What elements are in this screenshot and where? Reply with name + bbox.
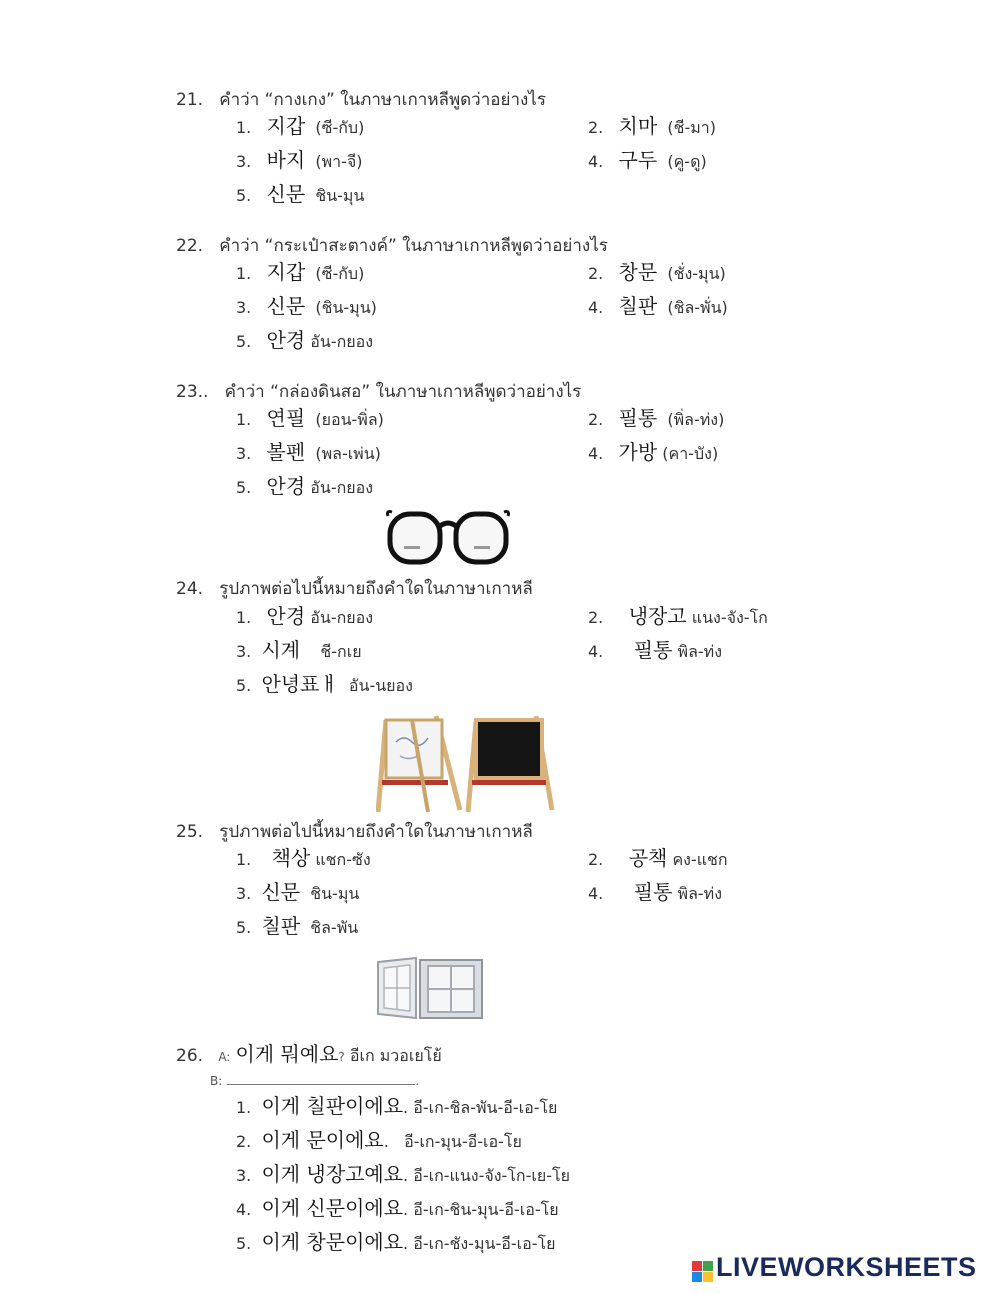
option-korean: 이게 냉장고예요 (261, 1162, 404, 1186)
option-korean: 필통 (633, 880, 673, 904)
option-number: 5. (236, 676, 252, 695)
option-thai: พิล-ท่ง (677, 884, 722, 903)
question-22-prompt (176, 232, 608, 259)
option-korean: 창문 (618, 260, 658, 284)
logo-blocks-icon (692, 1261, 713, 1282)
q22-option-1[interactable] (236, 260, 364, 286)
option-korean: 칠판 (261, 914, 301, 938)
option-number: 3. (236, 152, 252, 171)
question-25-prompt (176, 818, 533, 845)
option-number: 4. (588, 884, 604, 903)
option-thai: (ชี-มา) (667, 118, 716, 137)
option-korean: 냉장고 (628, 604, 687, 628)
q26-option-5[interactable] (236, 1230, 555, 1256)
answer-blank[interactable] (227, 1074, 415, 1085)
option-korean: 안경 (266, 474, 306, 498)
option-thai: (พล-เพ่น) (315, 444, 381, 463)
option-thai: พิล-ท่ง (677, 642, 722, 661)
question-23-prompt (176, 378, 581, 405)
option-korean: 이게 문이에요 (261, 1128, 384, 1152)
option-thai: (ยอน-พิ่ล) (315, 410, 384, 429)
option-number: 4. (588, 444, 604, 463)
question-text: คำว่า “กระเป๋าสะตางค์” ในภาษาเกาหลีพูดว่าอย่างไร (219, 236, 608, 256)
q24-option-5[interactable] (236, 672, 413, 698)
option-korean: 필통 (633, 638, 673, 662)
q26-option-1[interactable] (236, 1094, 557, 1120)
q23-option-3[interactable] (236, 440, 381, 466)
q21-option-3[interactable] (236, 148, 363, 174)
q25-option-4[interactable] (588, 880, 722, 906)
speaker-a-korean: 이게 뭐예요 (235, 1042, 339, 1066)
option-number: 3. (236, 444, 252, 463)
speaker-b-label: B: (210, 1074, 223, 1088)
option-thai: (ชั่ง-มุน) (667, 264, 726, 283)
question-21-prompt (176, 86, 546, 113)
option-thai: อัน-นยอง (348, 676, 413, 695)
q21-option-4[interactable] (588, 148, 707, 174)
option-korean: 책상 (271, 846, 311, 870)
option-number: 1. (236, 264, 252, 283)
q21-option-1[interactable] (236, 114, 364, 140)
q22-option-5[interactable] (236, 328, 373, 354)
option-thai: (ชิล-พั่น) (667, 298, 728, 317)
option-thai: คง-แชก (672, 850, 728, 869)
option-thai: (ซี-กับ) (315, 118, 365, 137)
option-korean: 시계 (261, 638, 301, 662)
option-korean: 이게 창문이에요 (261, 1230, 404, 1254)
option-thai: แชก-ซัง (315, 850, 371, 869)
question-number: 25. (176, 822, 204, 842)
q23-option-2[interactable] (588, 406, 724, 432)
q23-option-1[interactable] (236, 406, 384, 432)
option-thai: ชิน-มุน (315, 186, 365, 205)
option-thai: อัน-กยอง (310, 332, 374, 351)
option-number: 5. (236, 1234, 252, 1253)
q22-option-3[interactable] (236, 294, 377, 320)
question-text: คำว่า “กางเกง” ในภาษาเกาหลีพูดว่าอย่างไร (219, 90, 546, 110)
q26-option-2[interactable] (236, 1128, 522, 1154)
option-number: 5. (236, 186, 252, 205)
option-korean: 볼펜 (266, 440, 306, 464)
option-thai: . อี-เก-ชิล-พัน-อี-เอ-โย (403, 1098, 558, 1117)
option-thai: (คา-บัง) (662, 444, 719, 463)
period: . (415, 1074, 420, 1088)
option-number: 3. (236, 298, 252, 317)
speaker-a-thai: อีเก มวอเยโย้ (349, 1046, 442, 1065)
option-thai: ชิน-มุน (310, 884, 360, 903)
speaker-b-answer-line[interactable] (210, 1070, 419, 1089)
option-korean: 지갑 (266, 260, 306, 284)
option-number: 5. (236, 478, 252, 497)
option-number: 1. (236, 1098, 252, 1117)
option-thai: . อี-เก-แนง-จัง-โก-เย-โย (403, 1166, 570, 1185)
q21-option-5[interactable] (236, 182, 364, 208)
question-text: คำว่า “กล่องดินสอ” ในภาษาเกาหลีพูดว่าอย่างไร (224, 382, 582, 402)
q24-option-3[interactable] (236, 638, 362, 664)
logo-text: LIVEWORKSHEETS (716, 1252, 977, 1282)
q24-option-4[interactable] (588, 638, 722, 664)
eyeglasses-image (384, 506, 512, 568)
option-number: 1. (236, 850, 252, 869)
option-korean: 필통 (618, 406, 658, 430)
option-thai: (พิ่ล-ท่ง) (667, 410, 725, 429)
option-thai: (ซี-กับ) (315, 264, 365, 283)
option-number: 3. (236, 642, 252, 661)
option-korean: 가방 (618, 440, 658, 464)
option-number: 5. (236, 918, 252, 937)
window-image (376, 956, 484, 1020)
liveworksheets-logo (692, 1252, 977, 1283)
question-number: 26. (176, 1046, 204, 1066)
option-number: 5. (236, 332, 252, 351)
option-korean: 지갑 (266, 114, 306, 138)
q21-option-2[interactable] (588, 114, 716, 140)
option-korean: 이게 칠판이에요 (261, 1094, 404, 1118)
option-korean: 신문 (266, 182, 306, 206)
option-thai: ชี-กเย (320, 642, 362, 661)
question-text: รูปภาพต่อไปนี้หมายถึงคำใดในภาษาเกาหลี (219, 822, 533, 842)
option-number: 2. (588, 264, 604, 283)
option-number: 4. (236, 1200, 252, 1219)
speaker-a-label: A: (218, 1050, 231, 1064)
option-thai: . อี-เก-ชิน-มุน-อี-เอ-โย (403, 1200, 559, 1219)
option-number: 2. (588, 410, 604, 429)
option-thai: ชิล-พัน (310, 918, 359, 937)
option-korean: 이게 신문이에요 (261, 1196, 404, 1220)
q25-option-2[interactable] (588, 846, 728, 872)
option-number: 1. (236, 608, 252, 627)
option-korean: 바지 (266, 148, 306, 172)
option-thai: แนง-จัง-โก (691, 608, 768, 627)
q26-option-3[interactable] (236, 1162, 570, 1188)
option-korean: 안경 (266, 604, 306, 628)
q24-option-2[interactable] (588, 604, 768, 630)
option-korean: 구두 (618, 148, 658, 172)
q22-option-4[interactable] (588, 294, 728, 320)
question-24-prompt (176, 575, 533, 602)
q25-option-1[interactable] (236, 846, 371, 872)
option-thai: (คู-ดู) (667, 152, 707, 171)
option-number: 2. (588, 608, 604, 627)
q22-option-2[interactable] (588, 260, 726, 286)
option-thai: . อี-เก-ชัง-มุน-อี-เอ-โย (403, 1234, 556, 1253)
option-number: 3. (236, 1166, 252, 1185)
option-number: 3. (236, 884, 252, 903)
option-thai: (พา-จี) (315, 152, 363, 171)
question-26-prompt (176, 1038, 442, 1069)
q26-option-4[interactable] (236, 1196, 559, 1222)
option-korean: 치마 (618, 114, 658, 138)
option-number: 2. (236, 1132, 252, 1151)
option-korean: 신문 (261, 880, 301, 904)
q23-option-5[interactable] (236, 474, 373, 500)
q24-option-1[interactable] (236, 604, 373, 630)
option-thai: (ชิน-มุน) (315, 298, 377, 317)
option-number: 2. (588, 850, 604, 869)
option-korean: 신문 (266, 294, 306, 318)
option-thai: อัน-กยอง (310, 478, 374, 497)
option-korean: 안경 (266, 328, 306, 352)
option-korean: 공책 (628, 846, 668, 870)
option-number: 1. (236, 118, 252, 137)
option-number: 2. (588, 118, 604, 137)
easel-boards-image (376, 712, 556, 814)
option-number: 4. (588, 642, 604, 661)
option-thai: อัน-กยอง (310, 608, 374, 627)
q25-option-5[interactable] (236, 914, 358, 940)
question-number: 24. (176, 579, 204, 599)
q23-option-4[interactable] (588, 440, 718, 466)
question-number: 21. (176, 90, 204, 110)
question-number: 22. (176, 236, 204, 256)
option-korean: 칠판 (618, 294, 658, 318)
question-mark: ? (338, 1050, 345, 1064)
option-thai: . อี-เก-มุน-อี-เอ-โย (383, 1132, 522, 1151)
option-number: 4. (588, 298, 604, 317)
q25-option-3[interactable] (236, 880, 359, 906)
option-number: 1. (236, 410, 252, 429)
question-text: รูปภาพต่อไปนี้หมายถึงคำใดในภาษาเกาหลี (219, 579, 533, 599)
question-number: 23.. (176, 382, 209, 402)
option-number: 4. (588, 152, 604, 171)
option-korean: 안녕표ㅐ (261, 672, 339, 696)
option-korean: 연필 (266, 406, 306, 430)
